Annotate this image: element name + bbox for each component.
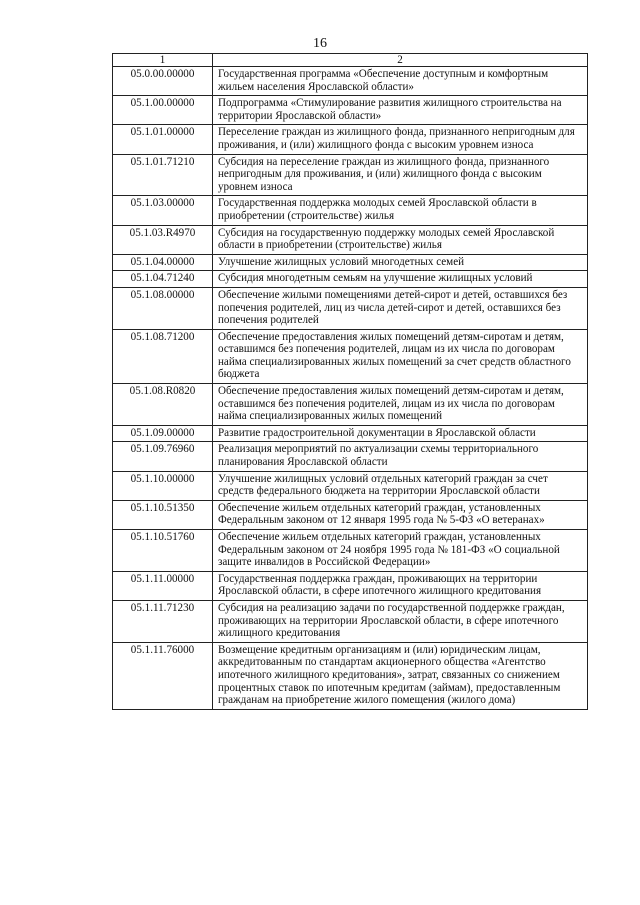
table-row xyxy=(113,425,588,442)
row-code-cell: 05.1.10.51350 xyxy=(113,500,213,529)
table-row xyxy=(113,154,588,196)
row-name-cell: Государственная поддержка граждан, проживающих на территории Ярославской области, в сфере ипотечного жилищного кредитования xyxy=(213,571,588,600)
table-row xyxy=(113,196,588,225)
table-row xyxy=(113,471,588,500)
row-code-cell: 05.1.00.00000 xyxy=(113,96,213,125)
row-name-cell: Подпрограмма «Стимулирование развития жилищного строительства на территории Ярославской области» xyxy=(213,96,588,125)
row-name-cell: Возмещение кредитным организациям и (или) юридическим лицам, аккредитованным по стандартам акционерного общества «Агентство ипотечного жилищного кредитования», затрат, связанных со снижением процентных ставок по ипотечным кредитам (займам), предоставленным гражданам на приобретение жилого помещения (жилого дома) xyxy=(213,642,588,709)
table-row xyxy=(113,254,588,271)
row-code-cell: 05.1.08.71200 xyxy=(113,329,213,383)
row-code-cell: 05.1.10.00000 xyxy=(113,471,213,500)
row-code-cell: 05.1.10.51760 xyxy=(113,530,213,572)
table-row xyxy=(113,530,588,572)
row-name-cell: Обеспечение предоставления жилых помещений детям-сиротам и детям, оставшимся без попечения родителей, лицам из их числа по договорам найма специализированных жилых помещений xyxy=(213,384,588,426)
table-row xyxy=(113,271,588,288)
row-code-cell: 05.1.03.R4970 xyxy=(113,225,213,254)
row-code-cell: 05.1.01.00000 xyxy=(113,125,213,154)
row-code-cell: 05.1.04.00000 xyxy=(113,254,213,271)
table-row xyxy=(113,96,588,125)
row-code-cell: 05.1.09.76960 xyxy=(113,442,213,471)
row-name-cell: Государственная программа «Обеспечение доступным и комфортным жильем населения Ярославской области» xyxy=(213,67,588,96)
column-header-name: 2 xyxy=(213,54,588,67)
row-name-cell: Субсидия на переселение граждан из жилищного фонда, признанного непригодным для проживания, и (или) жилищного фонда с высоким уровнем износа xyxy=(213,154,588,196)
row-name-cell: Государственная поддержка молодых семей Ярославской области в приобретении (строительстве) жилья xyxy=(213,196,588,225)
row-name-cell: Субсидия на государственную поддержку молодых семей Ярославской области в приобретении (строительстве) жилья xyxy=(213,225,588,254)
table-row xyxy=(113,384,588,426)
row-name-cell: Развитие градостроительной документации в Ярославской области xyxy=(213,425,588,442)
row-code-cell: 05.0.00.00000 xyxy=(113,67,213,96)
table-row xyxy=(113,287,588,329)
row-name-cell: Обеспечение предоставления жилых помещений детям-сиротам и детям, оставшимся без попечения родителей, лицам из их числа по договорам найма специализированных жилых помещений за счет средств областного бюджета xyxy=(213,329,588,383)
row-name-cell: Реализация мероприятий по актуализации схемы территориального планирования Ярославской области xyxy=(213,442,588,471)
row-code-cell: 05.1.03.00000 xyxy=(113,196,213,225)
page-number: 16 xyxy=(313,36,327,51)
table-row xyxy=(113,67,588,96)
row-code-cell: 05.1.11.71230 xyxy=(113,600,213,642)
row-name-cell: Улучшение жилищных условий отдельных категорий граждан за счет средств федерального бюджета на территории Ярославской области xyxy=(213,471,588,500)
table-row xyxy=(113,329,588,383)
row-name-cell: Субсидия на реализацию задачи по государственной поддержке граждан, проживающих на территории Ярославской области, в сфере ипотечного жилищного кредитования xyxy=(213,600,588,642)
table-header-row xyxy=(113,54,588,67)
row-code-cell: 05.1.09.00000 xyxy=(113,425,213,442)
row-code-cell: 05.1.11.00000 xyxy=(113,571,213,600)
row-name-cell: Обеспечение жильем отдельных категорий граждан, установленных Федеральным законом от 12 января 1995 года № 5-ФЗ «О ветеранах» xyxy=(213,500,588,529)
table-row xyxy=(113,442,588,471)
row-name-cell: Переселение граждан из жилищного фонда, признанного непригодным для проживания, и (или) жилищного фонда с высоким уровнем износа xyxy=(213,125,588,154)
row-name-cell: Субсидия многодетным семьям на улучшение жилищных условий xyxy=(213,271,588,288)
row-name-cell: Обеспечение жильем отдельных категорий граждан, установленных Федеральным законом от 24 ноября 1995 года № 181-ФЗ «О социальной защите инвалидов в Российской Федерации» xyxy=(213,530,588,572)
column-header-code: 1 xyxy=(113,54,213,67)
table-row xyxy=(113,600,588,642)
row-name-cell: Улучшение жилищных условий многодетных семей xyxy=(213,254,588,271)
row-code-cell: 05.1.04.71240 xyxy=(113,271,213,288)
table-row xyxy=(113,571,588,600)
row-code-cell: 05.1.08.00000 xyxy=(113,287,213,329)
row-code-cell: 05.1.08.R0820 xyxy=(113,384,213,426)
row-code-cell: 05.1.11.76000 xyxy=(113,642,213,709)
table-row xyxy=(113,500,588,529)
table-row xyxy=(113,225,588,254)
row-code-cell: 05.1.01.71210 xyxy=(113,154,213,196)
table-row xyxy=(113,125,588,154)
table-row xyxy=(113,642,588,709)
row-name-cell: Обеспечение жилыми помещениями детей-сирот и детей, оставшихся без попечения родителей, лиц из числа детей-сирот и детей, оставшихся без попечения родителей xyxy=(213,287,588,329)
budget-codes-table xyxy=(112,53,588,710)
